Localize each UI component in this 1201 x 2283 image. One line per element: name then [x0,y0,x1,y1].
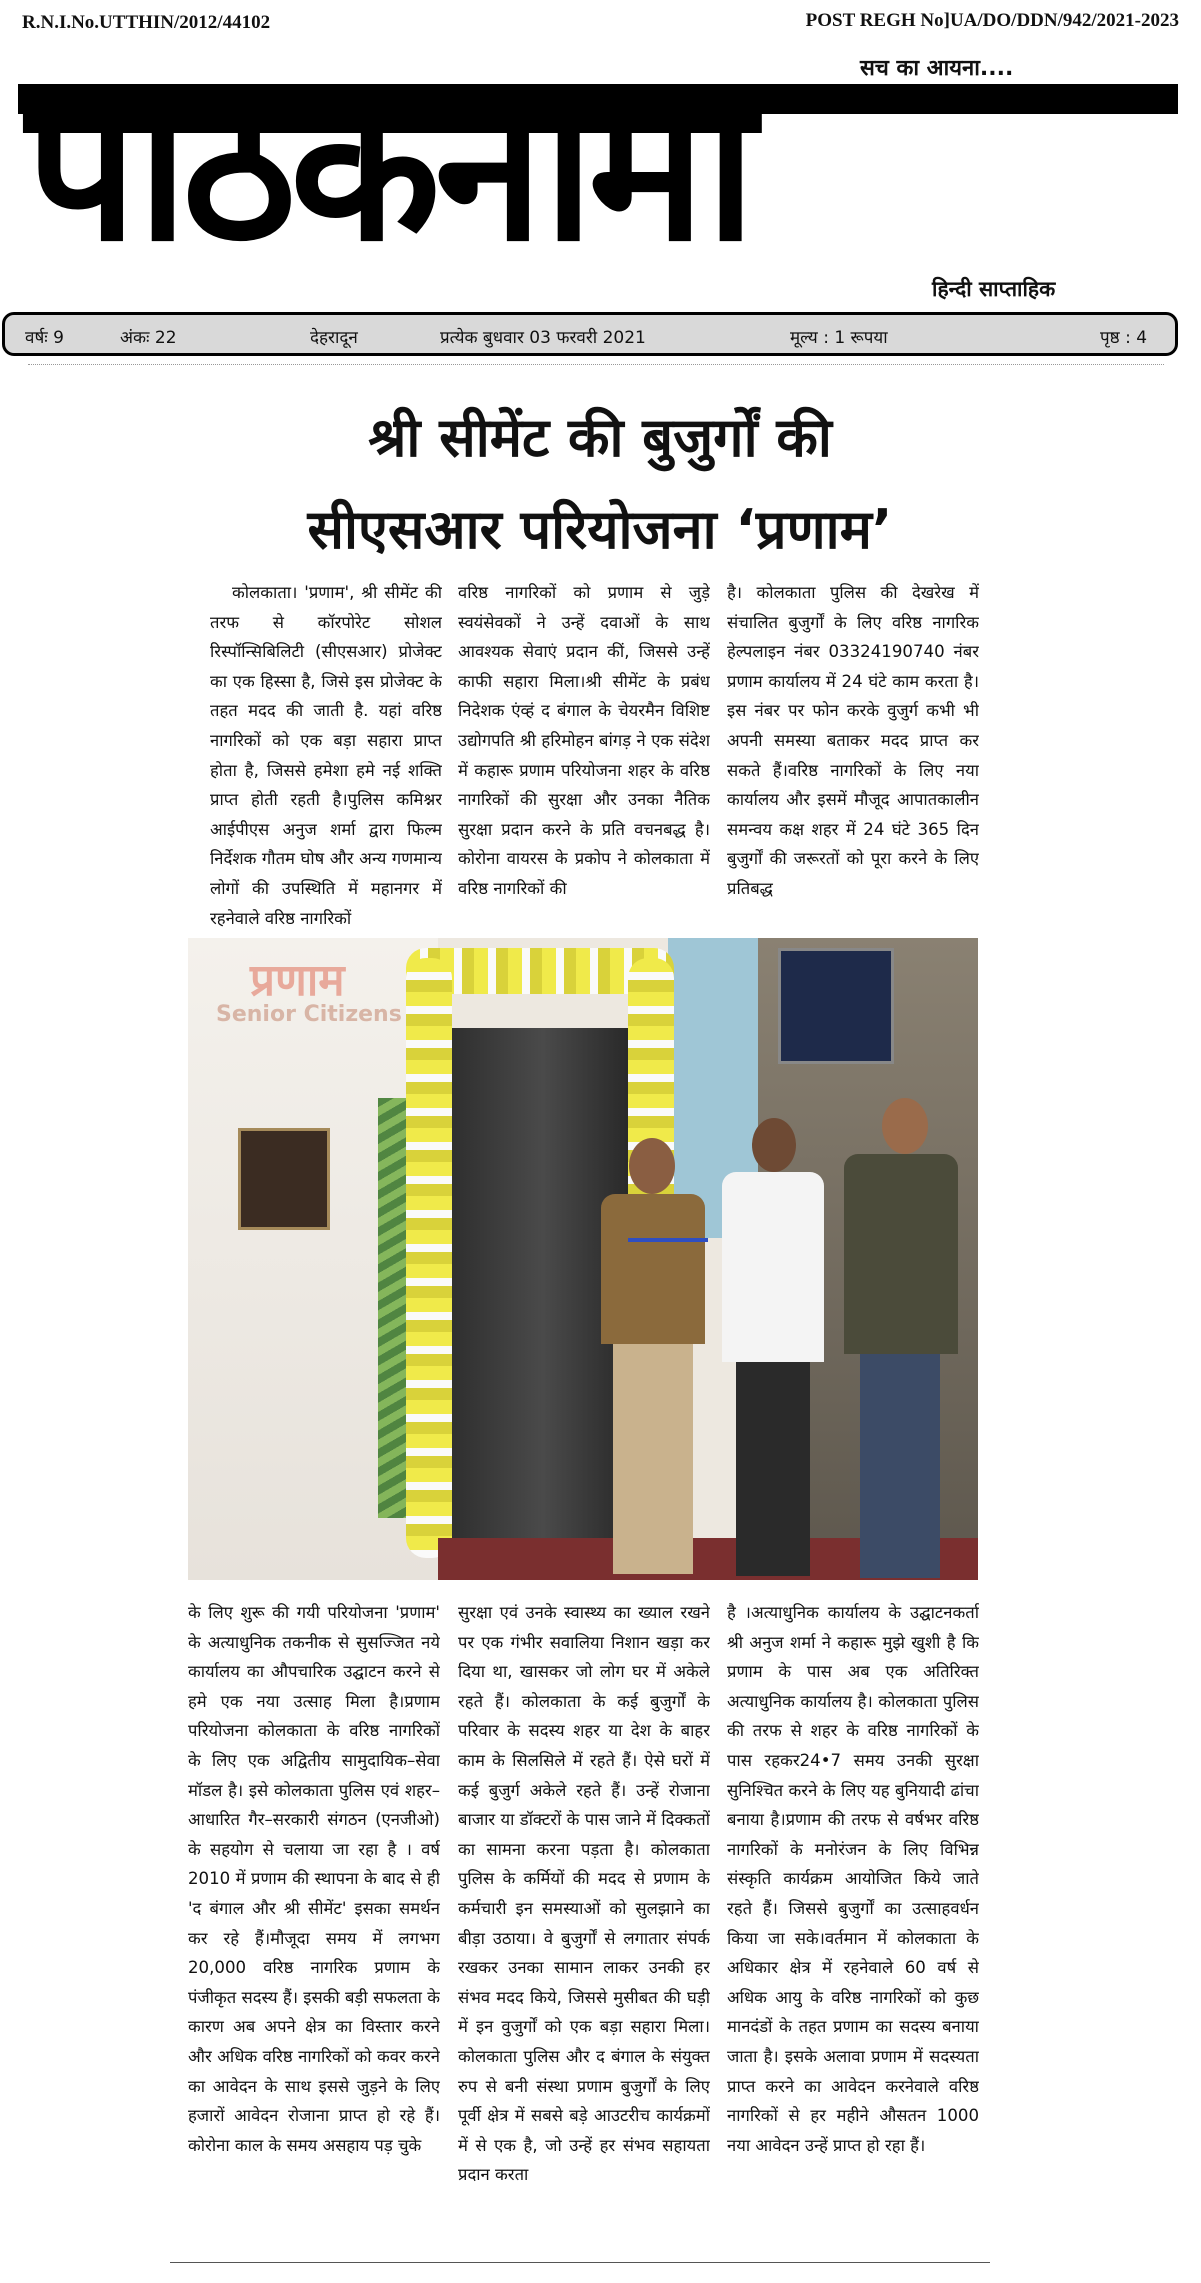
masthead-title: पाठकनामा [26,78,751,278]
page-number: पृष्ठ : 4 [1100,328,1148,348]
dotted-divider [28,364,1164,366]
issue-info-bar [2,312,1178,356]
photo-person-police-officer [593,1138,713,1578]
wall-plaque [238,1128,330,1230]
inauguration-photo [188,938,978,1580]
city: देहरादून [310,328,358,348]
article-column-bottom-3: है ।अत्याधुनिक कार्यालय के उद्घाटनकर्ता श्री अनुज शर्मा ने कहारू मुझे खुशी है कि प्रणाम के पास अब एक अतिरिक्त अत्याधुनिक कार्यालय है। कोलकाता पुलिस की तरफ से शहर के वरिष्ठ नागरिकों के पास रहकर24•7 समय उनकी सुरक्षा सुनिश्चित करने के लिए यह बुनियादी ढांचा बनाया है।प्रणाम की तरफ से वर्षभर वरिष्ठ नागरिकों के मनोरंजन के लिए विभिन्न संस्कृति कार्यक्रम आयोजित किये जाते रहते हैं। जिससे बुजुर्गों का उत्साहवर्धन किया जा सके।वर्तमान में कोलकाता के अधिकार क्षेत्र में रहनेवाले 60 वर्ष से अधिक आयु के वरिष्ठ नागरिकों को कुछ मानदंडों के तहत प्रणाम का सदस्य बनाया जाता है। इसके अलावा प्रणाम में सदस्यता प्राप्त करने का आवेदन करनेवाले वरिष्ठ नागरिकों से हर महीने औसतन 1000 नया आवेदन उन्हें प्राप्त हो रहा हैं। [727,1603,979,2155]
article-column-bottom-1: के लिए शुरू की गयी परियोजना 'प्रणाम' के अत्याधुनिक तकनीक से सुसज्जित नये कार्यालय का औपचारिक उद्घाटन करने से हमे एक नया उत्साह मिला है।प्रणाम परियोजना कोलकाता के वरिष्ठ नागरिकों के लिए एक अद्वितीय सामुदायिक–सेवा मॉडल है। इसे कोलकाता पुलिस एवं शहर–आधारित गैर–सरकारी संगठन (एनजीओ) के सहयोग से चलाया जा रहा है । वर्ष 2010 में प्रणाम की स्थापना के बाद से ही 'द बंगाल और श्री सीमेंट' इसका समर्थन कर रहे हैं।मौजूदा समय में लगभग 20,000 वरिष्ठ नागरिक प्रणाम के पंजीकृत सदस्य हैं। इसकी बड़ी सफलता के कारण अब अपने क्षेत्र का विस्तार करने और अधिक वरिष्ठ नागरिकों को कवर करने का आवेदन के साथ इससे जुड़ने के लिए हजारों आवेदन रोजाना प्राप्त हो रहे हैं। कोरोना काल के समय असहाय पड़ चुके [188,1603,440,2155]
bottom-rule [170,2262,990,2263]
flower-garland-left [406,958,452,1558]
publication-type: हिन्दी साप्ताहिक [932,277,1056,301]
photo-ribbon [628,1238,708,1242]
rni-number: R.N.I.No.UTTHIN/2012/44102 [22,12,271,33]
postal-registration: POST REGH No]UA/DO/DDN/942/2021-2023 [805,10,1179,31]
headline-line-2: सीएसआर परियोजना ‘प्रणाम’ [307,498,893,561]
issue-number: अंकः 22 [120,328,177,348]
wall-sign-pranam: प्रणाम [250,955,345,1006]
wall-sign-senior-citizens: Senior Citizens [216,1002,402,1027]
headline-line-1: श्री सीमेंट की बुजुर्गों की [368,406,832,469]
masthead-logo [18,78,1178,278]
article-column-top-2: वरिष्ठ नागरिकों को प्रणाम से जुड़े स्वयंसेवकों ने उन्हें दवाओं के साथ आवश्यक सेवाएं प्रदान कीं, जिससे उन्हें काफी सहारा मिला।श्री सीमेंट के प्रबंध निदेशक एंव्हं द बंगाल के चेयरमैन विशिष्ट उद्योगपति श्री हरिमोहन बांगड़ ने एक संदेश में कहारू प्रणाम परियोजना शहर के वरिष्ठ नागरिकों की सुरक्षा और उनका नैतिक सुरक्षा प्रदान करने के प्रति वचनबद्ध है। कोरोना वायरस के प्रकोप ने कोलकाता में वरिष्ठ नागरिकों की [458,583,710,898]
article-column-bottom-2: सुरक्षा एवं उनके स्वास्थ्य का ख्याल रखने पर एक गंभीर सवालिया निशान खड़ा कर दिया था, खासकर जो लोग घर में अकेले रहते हैं। कोलकाता के कई बुजुर्गों के परिवार के सदस्य शहर या देश के बाहर काम के सिलसिले में रहते हैं। ऐसे घरों में कई बुजुर्ग अकेले रहते हैं। उन्हें रोजाना बाजार या डॉक्टरों के पास जाने में दिक्कतों का सामना करना पड़ता है। कोलकाता पुलिस के कर्मियों की मदद से प्रणाम के कर्मचारी इन समस्याओं को सुलझाने का बीड़ा उठाया। वे बुजुर्गों से लगातार संपर्क रखकर उनका सामान लाकर उनकी हर संभव मदद किये, जिससे मुसीबत की घड़ी में इन वुजुर्गों को एक बड़ा सहारा मिला।कोलकाता पुलिस और द बंगाल के संयुक्त रुप से बनी संस्था प्रणाम बुजुर्गों के लिए पूर्वी क्षेत्र में सबसे बड़े आउटरीच कार्यक्रमों में से एक है, जो उन्हें हर संभव सहायता प्रदान करता [458,1603,710,2185]
article-column-top-1: कोलकाता। 'प्रणाम', श्री सीमेंट की तरफ से कॉरपोरेट सोशल रिस्पॉन्सिबिलिटी (सीएसआर) प्रोजेक्ट का एक हिस्सा है, जिसे इस प्रोजेक्ट के तहत मदद की जाती है. यहां वरिष्ठ नागरिकों को एक बड़ा सहारा प्राप्त होता है, जिससे हमेशा हमे नई शक्ति प्राप्त होती रहती है।पुलिस कमिश्नर आईपीएस अनुज शर्मा द्वारा फिल्म निर्देशक गौतम घोष और अन्य गणमान्य लोगों की उपस्थिति में महानगर में रहनेवाले वरिष्ठ नागरिकों [210,583,442,928]
photo-signboard [778,948,894,1064]
price: मूल्य : 1 रूपया [790,328,888,348]
photo-person-clapping [838,1098,963,1578]
volume: वर्षः 9 [25,328,64,348]
tagline: सच का आयना.... [860,56,1014,81]
article-headline [140,392,1060,576]
article-column-top-3: है। कोलकाता पुलिस की देखरेख में संचालित बुजुर्गों के लिए वरिष्ठ नागरिक हेल्पलाइन नंबर 03324190740 नंबर प्रणाम कार्यालय में 24 घंटे काम करता है। इस नंबर पर फोन करके वुजुर्ग कभी भी अपनी समस्या बताकर मदद प्राप्त कर सकते हैं।वरिष्ठ नागरिकों के लिए नया कार्यालय और इसमें मौजूद आपातकालीन समन्वय कक्ष शहर में 24 घंटे 365 दिन बुजुर्गों की जरूरतों को पूरा करने के लिए प्रतिबद्ध [727,583,979,898]
photo-person-white-jacket [718,1118,828,1578]
issue-date: प्रत्येक बुधवार 03 फरवरी 2021 [440,328,646,348]
